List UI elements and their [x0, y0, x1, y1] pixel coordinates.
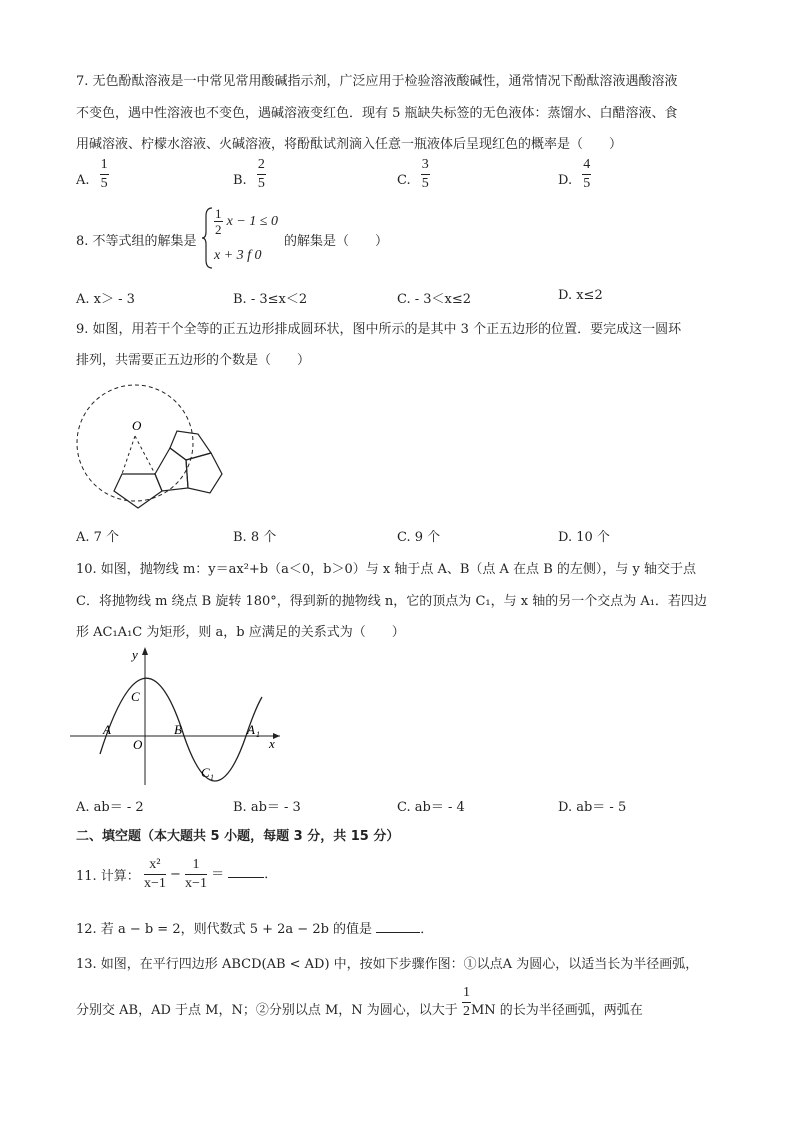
y-axis-arrow-icon	[142, 647, 148, 655]
fraction: $\frac{2}{5}$	[257, 157, 265, 191]
option-letter: C.	[397, 173, 411, 188]
option-letter: B.	[233, 173, 247, 188]
q8-row-2: x + 3 f 0	[214, 248, 262, 263]
label-b: B	[174, 722, 182, 737]
q7-line-3: 用碱溶液、柠檬水溶液、火碱溶液，将酚酞试剂滴入任意一瓶液体后呈现红色的概率是（ ）	[76, 137, 623, 152]
q9-option-c: C. 9 个	[397, 530, 441, 545]
dashed-radius	[122, 436, 135, 474]
fraction: $\frac{1}{2}$	[462, 985, 470, 1019]
label-x: x	[269, 736, 275, 751]
option-letter: D.	[558, 173, 573, 188]
q7-option-b	[233, 156, 266, 193]
fraction: $\frac{1}{x-1}$	[185, 857, 207, 891]
q9-option-d: D. 10 个	[558, 530, 610, 545]
left-brace-icon	[200, 206, 214, 270]
q9-line-1: 9. 如图，用若干个全等的正五边形排成圆环状，图中所示的是其中 3 个正五边形的位置．要完成这一圆环	[76, 322, 682, 337]
q8-row-1: $\frac{1}{2}$ x − 1 ≤ 0	[215, 206, 278, 237]
parabola-figure	[70, 645, 285, 790]
q7-line-1: 7. 无色酚酞溶液是一中常见常用酸碱指示剂，广泛应用于检验溶液酸碱性，通常情况下酚酞溶液遇酸溶液	[76, 74, 678, 89]
pentagon	[155, 448, 188, 491]
q8-option-a: A. x＞ - 3	[76, 292, 135, 307]
q9-line-2: 排列，共需要正五边形的个数是（ ）	[76, 353, 311, 368]
fraction: $\frac{1}{2}$	[215, 206, 222, 237]
q7-option-a	[76, 156, 109, 193]
label-y: y	[132, 647, 138, 662]
answer-blank	[228, 877, 264, 878]
q11-line: 11. 计算： $\frac{\text{x²}}{x-1}$ − $\frac{1}{x-1}$ ＝ ．	[76, 857, 278, 891]
q10-line-2: C．将抛物线 m 绕点 B 旋转 180°，得到新的抛物线 n，它的顶点为 C₁，与 x 轴的另一个交点为 A₁．若四边	[76, 594, 707, 609]
fraction: $\frac{3}{5}$	[421, 157, 429, 191]
q7-line-2: 不变色，遇中性溶液也不变色，遇碱溶液变红色．现有 5 瓶缺失标签的无色液体：蒸馏水、白醋溶液、食	[76, 106, 678, 121]
q13-line-2: 分别交 AB，AD 于点 M，N；②分别以点 M，N 为圆心，以大于 $\frac{1}{2}$ MN 的长为半径画弧，两弧在	[76, 985, 643, 1019]
section-heading: 二、填空题（本大题共 5 小题，每题 3 分，共 15 分）	[76, 829, 400, 844]
q10-option-b: B. ab＝ - 3	[233, 800, 301, 815]
q8-option-b: B. - 3≤x＜2	[233, 292, 308, 307]
q9-option-a: A. 7 个	[76, 530, 120, 545]
label-a1: A	[247, 722, 255, 737]
q10-option-c: C. ab＝ - 4	[397, 800, 465, 815]
label-c: C	[131, 689, 140, 704]
q13-line-1: 13. 如图，在平行四边形 ABCD(AB < AD) 中，按如下步骤作图：①以点A 为圆心，以适当长为半径画弧，	[76, 957, 699, 972]
q10-option-d: D. ab＝ - 5	[558, 800, 627, 815]
answer-blank	[376, 932, 420, 933]
label-a: A	[103, 722, 111, 737]
dashed-radius	[135, 436, 155, 474]
q10-option-a: A. ab＝ - 2	[76, 800, 144, 815]
label-c1-subscript: 1	[210, 773, 214, 782]
q7-option-d	[558, 156, 591, 193]
q8-prefix: 8. 不等式组的解集是	[76, 234, 197, 249]
label-o: O	[132, 418, 142, 433]
option-letter: A.	[76, 173, 90, 188]
q10-line-3: 形 AC₁A₁C 为矩形，则 a，b 应满足的关系式为（ ）	[76, 625, 405, 640]
q10-line-1: 10. 如图，抛物线 m：y＝ax²+b（a＜0，b＞0）与 x 轴于点 A、B（点 A 在点 B 的左侧），与 y 轴交于点	[76, 562, 696, 577]
q7-option-c	[397, 156, 430, 193]
fraction: $\frac{1}{5}$	[100, 157, 108, 191]
q8-suffix: 的解集是（ ）	[284, 234, 389, 249]
label-c1: C	[201, 765, 210, 780]
pentagon	[114, 474, 162, 508]
label-a1-subscript: 1	[256, 730, 260, 739]
label-o: O	[133, 737, 143, 752]
pentagon-ring-figure	[74, 378, 249, 518]
q8-option-c: C. - 3＜x≤2	[397, 292, 472, 307]
q8-option-d: D. x≤2	[558, 288, 603, 303]
q9-option-b: B. 8 个	[233, 530, 277, 545]
fraction: $\frac{4}{5}$	[583, 157, 591, 191]
fraction: $\frac{\text{x²}}{x-1}$	[143, 857, 166, 891]
pentagon	[186, 453, 222, 493]
q12-line: 12. 若 a − b = 2，则代数式 5 + 2a − 2b 的值是 ．	[76, 922, 434, 937]
dashed-circle	[77, 385, 193, 501]
pentagon	[170, 431, 211, 460]
